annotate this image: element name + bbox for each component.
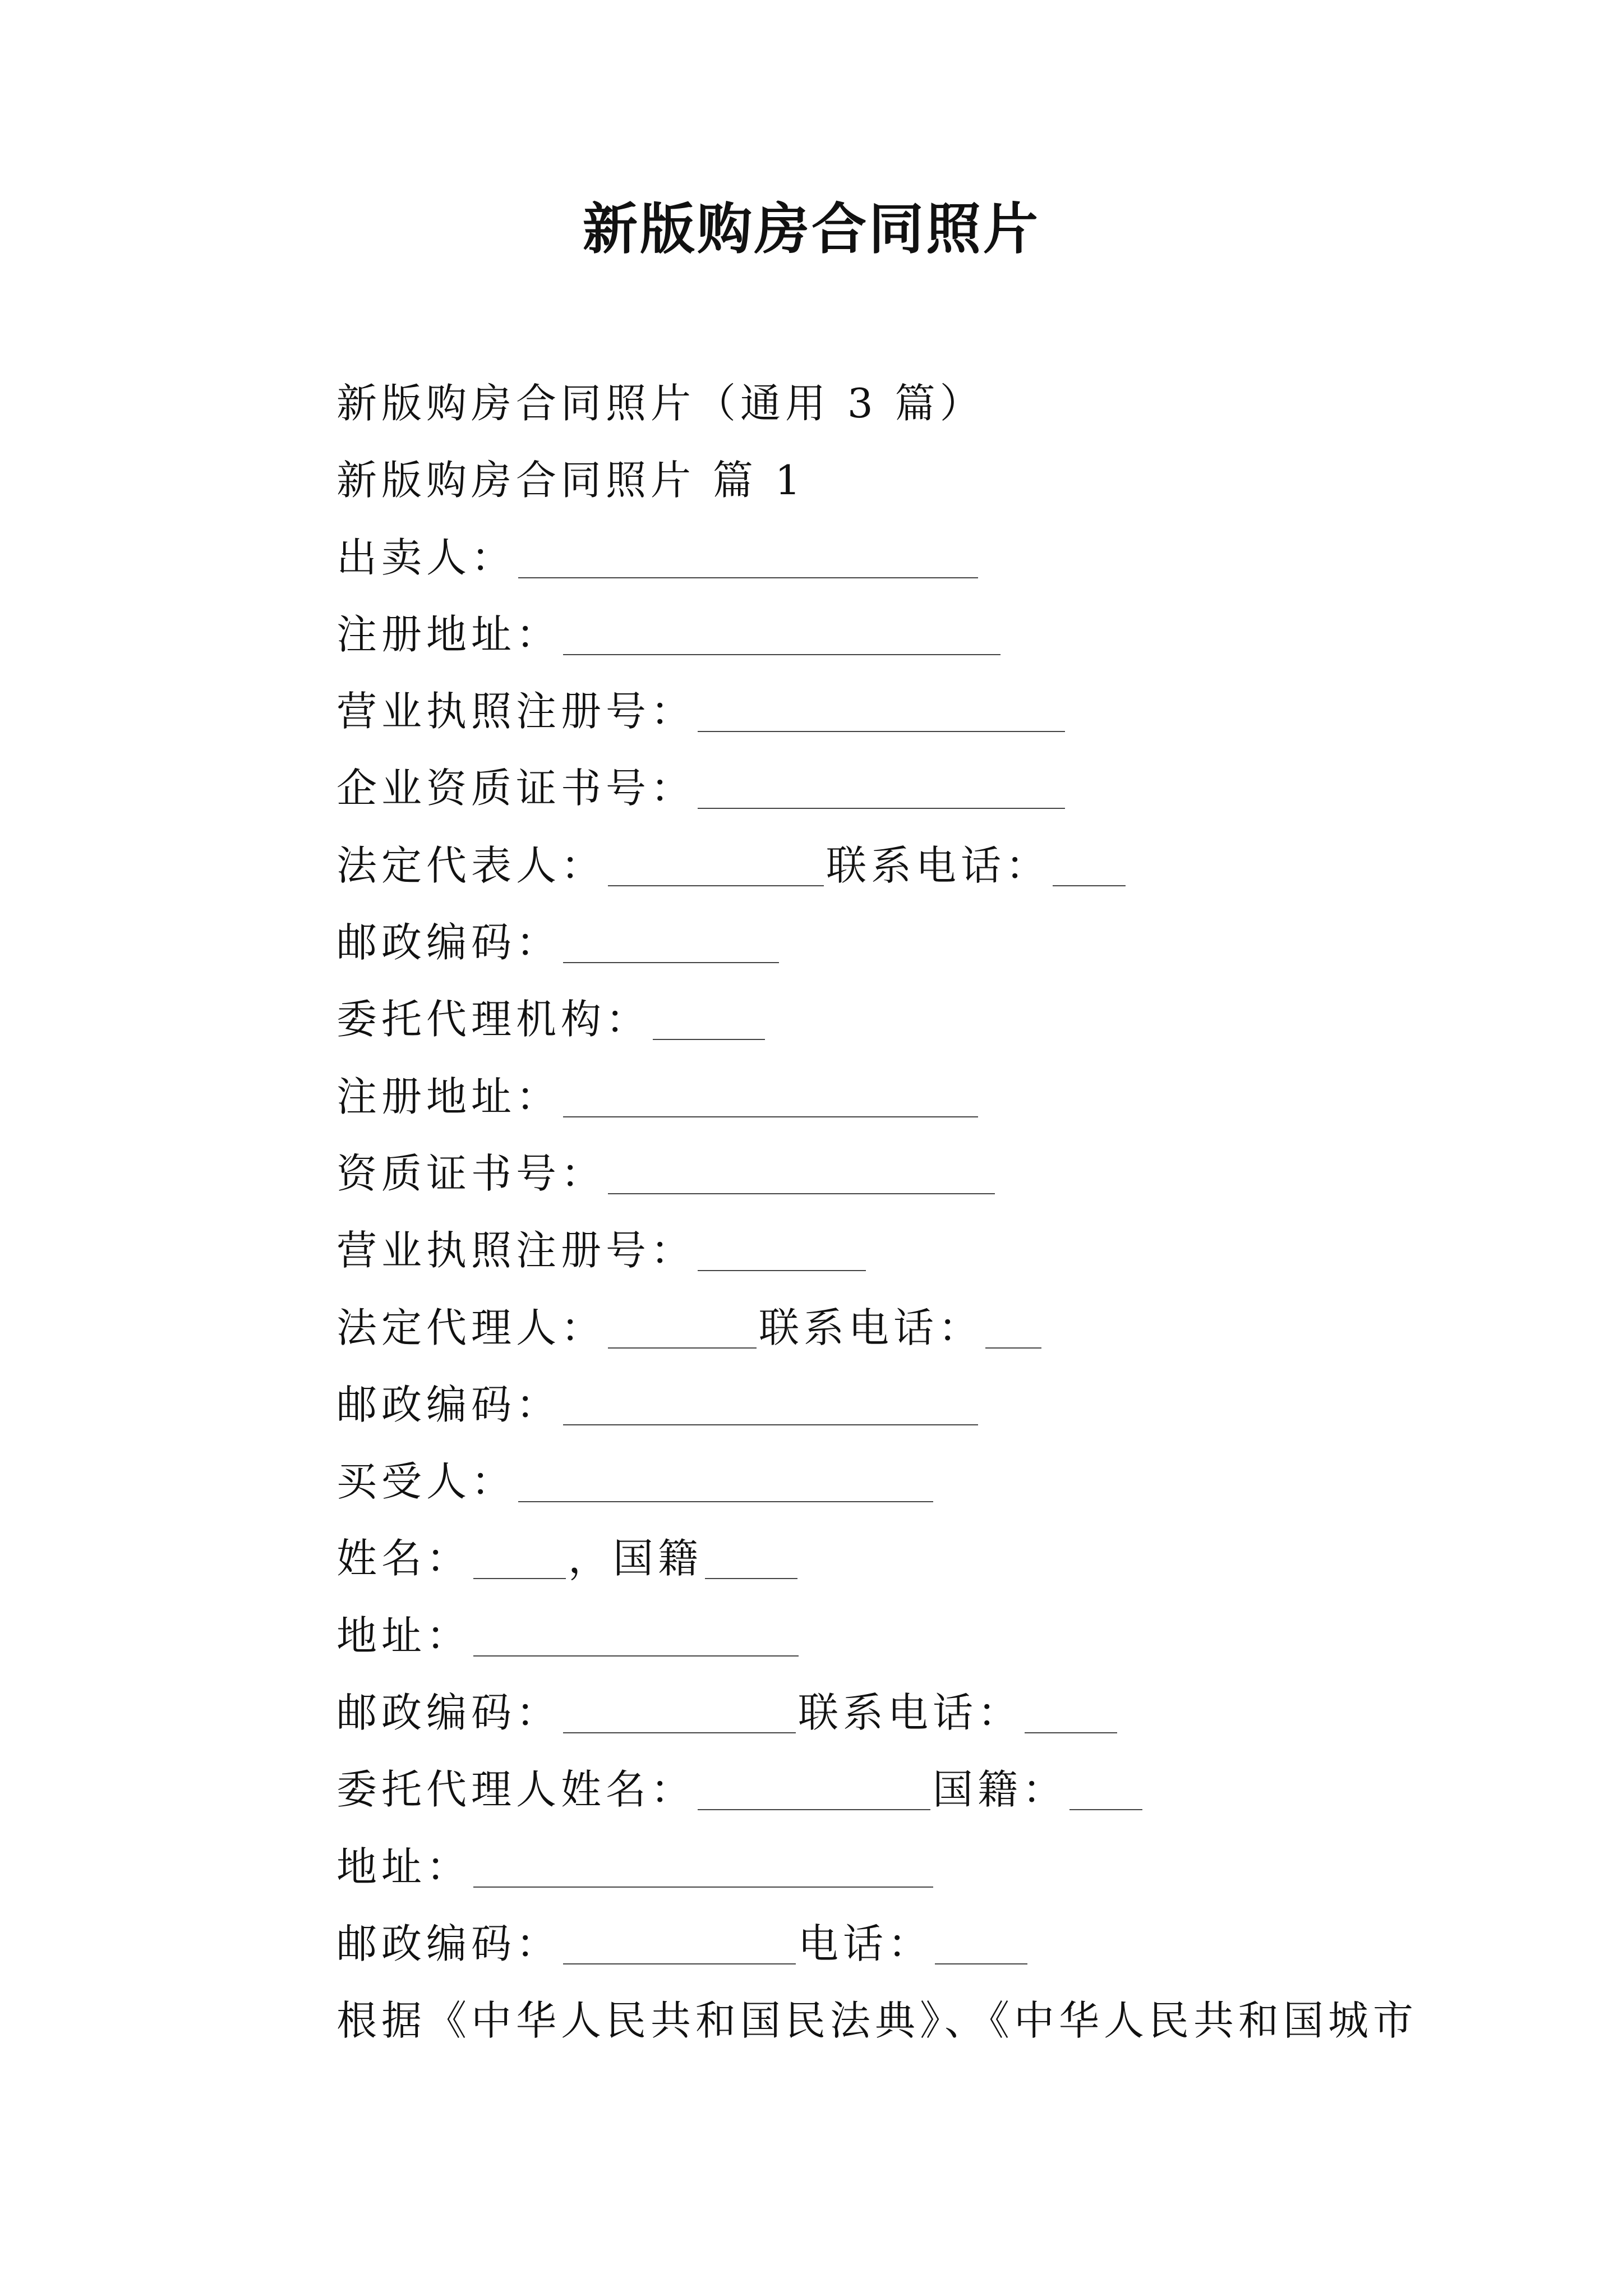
agency-line [336,997,1458,1074]
postcode-line [336,921,1458,997]
license-no2-line [336,1228,1458,1305]
address2-label: 地址： [336,1843,472,1890]
reg-address2-line [336,1075,1458,1152]
license-no2-blank [698,1228,866,1271]
postcode4-line [336,1922,1458,1999]
phone-blank [1053,844,1126,886]
nationality-inline-blank [705,1536,797,1579]
phone2-label: 联系电话： [759,1304,984,1351]
name-blank [473,1536,566,1579]
postcode4-blank [563,1922,796,1964]
agent-name-blank [698,1768,930,1810]
seller-line [336,533,1458,613]
phone3-blank [1025,1691,1117,1733]
reg-address-line [336,610,1458,689]
document-body [336,381,1458,2076]
postcode2-label: 邮政编码： [336,1381,561,1428]
reg-address-label: 注册地址： [336,610,561,658]
address-label: 地址： [336,1612,472,1659]
name-label: 姓名： [336,1535,472,1582]
postcode3-line [336,1691,1458,1768]
phone-label: 联系电话： [826,841,1051,889]
postcode2-line [336,1383,1458,1460]
postcode3-blank [563,1691,796,1733]
postcode-label: 邮政编码： [336,919,561,967]
basis-line [336,1999,1458,2076]
buyer-label: 买受人： [336,1458,517,1506]
legal-rep-line [336,841,1458,921]
legal-rep-label: 法定代表人： [336,841,606,889]
postcode4-label: 邮政编码： [336,1920,561,1967]
agent-name-label: 委托代理人姓名： [336,1766,696,1814]
subtitle-text: 新版购房合同照片（通用 3 篇） [336,380,985,427]
cert-no-line [336,766,1458,843]
address2-line [336,1845,1458,1922]
cert-no-label: 企业资质证书号： [336,765,696,812]
license-no-line [336,689,1458,766]
subtitle-line [336,381,1458,458]
phone3-label: 联系电话： [798,1689,1023,1737]
nationality-label: 国籍： [933,1766,1068,1814]
phone2-blank [985,1306,1041,1349]
license-no2-label: 营业执照注册号： [336,1227,696,1274]
part-heading-text: 新版购房合同照片 篇 1 [336,457,805,504]
qual-cert-line [336,1149,1458,1228]
tel-blank [935,1922,1027,1964]
seller-blank [518,536,978,578]
license-no-blank [698,689,1065,732]
qual-cert-blank [608,1152,995,1194]
legal-rep-blank [608,844,824,886]
part-heading-line [336,458,1458,535]
reg-address2-label: 注册地址： [336,1073,561,1120]
reg-address2-blank [563,1075,978,1117]
buyer-blank [518,1460,933,1502]
postcode3-label: 邮政编码： [336,1689,561,1737]
postcode-blank [563,921,779,963]
basis-text: 根据《中华人民共和国民法典》、《中华人民共和国城市 [336,1997,1418,2045]
cert-no-blank [698,766,1065,809]
name-line [336,1536,1458,1613]
agent-name-line [336,1768,1458,1844]
reg-address-blank [563,613,1000,655]
document-title: 新版购房合同照片 [582,197,1040,261]
license-no-label: 营业执照注册号： [336,688,696,735]
seller-label: 出卖人： [336,533,517,581]
legal-agent-label: 法定代理人： [336,1304,606,1351]
agency-label: 委托代理机构： [336,996,651,1043]
tel-label: 电话： [798,1920,933,1967]
agency-blank [653,997,765,1040]
address-line [336,1614,1458,1691]
legal-agent-line [336,1306,1458,1383]
nationality-blank [1069,1768,1142,1810]
buyer-line [336,1460,1458,1536]
nationality-inline-label: ，国籍 [568,1535,703,1582]
address-blank [473,1614,799,1657]
postcode2-blank [563,1383,978,1425]
legal-agent-blank [608,1306,757,1349]
address2-blank [473,1845,933,1888]
qual-cert-label: 资质证书号： [336,1149,606,1197]
